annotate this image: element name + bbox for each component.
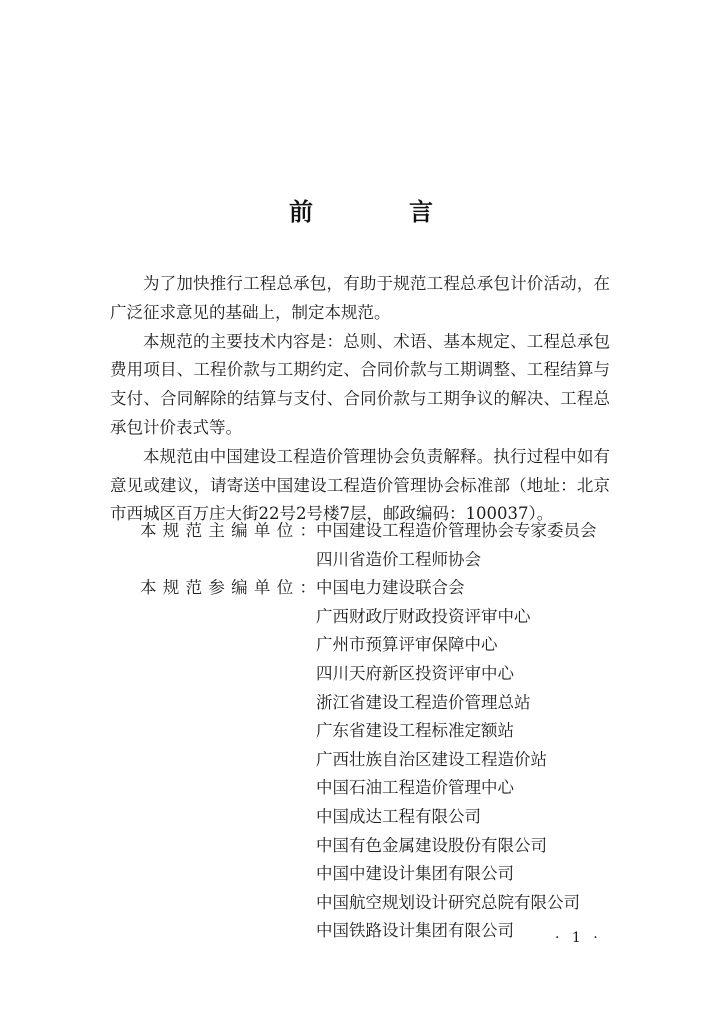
label-char: 范 bbox=[185, 521, 203, 540]
label-char: 位 bbox=[276, 521, 294, 540]
list-item: 广东省建设工程标准定额站 bbox=[316, 721, 514, 741]
list-item: 广西壮族自治区建设工程造价站 bbox=[316, 749, 547, 769]
list-item: 中国中建设计集团有限公司 bbox=[316, 864, 514, 884]
page-number: · 1 · bbox=[555, 930, 602, 946]
list-item: 中国铁路设计集团有限公司 bbox=[316, 921, 514, 941]
label-char: 位 bbox=[276, 578, 294, 598]
label-char: 单 bbox=[253, 521, 271, 540]
label-char: 范 bbox=[185, 578, 203, 598]
label-char: 主 bbox=[208, 521, 225, 540]
label-char: 参 bbox=[208, 578, 225, 598]
list-item: 中国石油工程造价管理中心 bbox=[316, 778, 514, 798]
page-title: 前 言 bbox=[289, 198, 469, 226]
label-char: 规 bbox=[162, 578, 180, 598]
list-item: 浙江省建设工程造价管理总站 bbox=[316, 692, 531, 712]
paragraph-interpretation: 本规范由中国建设工程造价管理协会负责解释。执行过程中如有意见或建议，请寄送中国建设工程造价管理协会标准部（地址：北京市西城区百万庄大街22号2号楼7层，邮政编码：100037）。 bbox=[110, 446, 610, 524]
list-item: 中国有色金属建设股份有限公司 bbox=[316, 835, 547, 855]
label-char: ： bbox=[299, 521, 316, 540]
participating-units-label bbox=[140, 574, 316, 946]
list-item: 中国建设工程造价管理协会专家委员会 bbox=[316, 521, 597, 540]
label-char: ： bbox=[299, 578, 316, 598]
participating-units-group bbox=[140, 574, 597, 946]
units-section bbox=[140, 517, 597, 946]
paragraph-purpose: 为了加快推行工程总承包，有助于规范工程总承包计价活动，在广泛征求意见的基础上，制定本规范。 bbox=[110, 274, 610, 322]
participating-units-list bbox=[316, 574, 580, 946]
label-char: 规 bbox=[162, 521, 180, 540]
list-item: 中国航空规划设计研究总院有限公司 bbox=[316, 892, 580, 912]
list-item: 中国成达工程有限公司 bbox=[316, 806, 481, 826]
chief-units-label bbox=[140, 517, 316, 574]
chief-units-group bbox=[140, 517, 597, 574]
preface-body bbox=[110, 270, 610, 529]
list-item: 广州市预算评审保障中心 bbox=[316, 635, 498, 655]
label-char: 本 bbox=[140, 578, 157, 598]
paragraph-contents: 本规范的主要技术内容是：总则、术语、基本规定、工程总承包费用项目、工程价款与工期约定、合同价款与工期调整、工程结算与支付、合同解除的结算与支付、合同价款与工期争议的解决、工程总承包计价表式等。 bbox=[110, 331, 610, 437]
label-char: 编 bbox=[231, 521, 248, 540]
label-char: 本 bbox=[140, 521, 157, 540]
list-item: 广西财政厅财政投资评审中心 bbox=[316, 606, 531, 626]
label-char: 编 bbox=[231, 578, 248, 598]
label-char: 单 bbox=[253, 578, 271, 598]
list-item: 中国电力建设联合会 bbox=[316, 578, 465, 598]
list-item: 四川省造价工程师协会 bbox=[316, 549, 481, 569]
chief-units-list bbox=[316, 517, 597, 574]
list-item: 四川天府新区投资评审中心 bbox=[316, 663, 514, 683]
